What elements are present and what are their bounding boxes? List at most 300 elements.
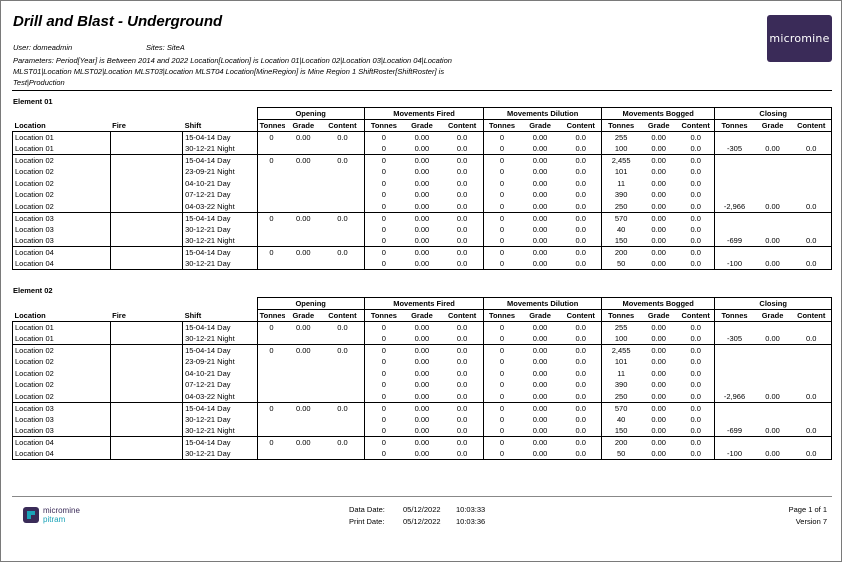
- value-cell: 0: [364, 235, 403, 247]
- value-cell: 0.0: [575, 133, 586, 142]
- shift-cell: 15-04-14 Day: [183, 155, 258, 167]
- value-cell: 0.00: [403, 258, 441, 270]
- value-cell: [791, 379, 831, 391]
- value-cell: [715, 189, 754, 201]
- print-date-value: 05/12/2022: [403, 517, 441, 526]
- value-cell: 0: [364, 155, 403, 167]
- value-cell: 0.00: [295, 213, 311, 223]
- value-cell: [285, 425, 321, 437]
- location-cell: Location 03: [13, 414, 111, 426]
- value-cell: 0.0: [690, 357, 701, 367]
- fire-cell: [110, 155, 182, 167]
- value-cell: 0.00: [532, 323, 548, 332]
- location-cell: Location 04: [13, 437, 111, 449]
- value-cell: 0.0: [561, 201, 602, 213]
- value-cell: [321, 333, 364, 345]
- table-row: [13, 155, 832, 167]
- value-cell: [791, 368, 831, 380]
- value-cell: 0.00: [414, 368, 430, 378]
- sub-header: Tonnes: [484, 120, 520, 132]
- value-cell: 0.00: [651, 213, 666, 223]
- value-cell: 0: [484, 166, 520, 178]
- column-header-row: [13, 120, 832, 132]
- shift-cell: 07-12-21 Day: [183, 189, 258, 201]
- value-cell: [321, 425, 364, 437]
- value-cell: [257, 189, 285, 201]
- value-cell: [715, 345, 754, 357]
- group-header: Closing: [715, 298, 832, 310]
- location-cell: Location 01: [13, 333, 111, 345]
- location-cell: Location 02: [13, 166, 111, 178]
- location-cell: Location 02: [13, 391, 111, 403]
- fire-header: Fire: [110, 310, 182, 322]
- value-cell: [715, 437, 754, 449]
- value-cell: 0.0: [690, 133, 701, 142]
- value-cell: 0: [364, 224, 403, 236]
- value-cell: [754, 132, 792, 144]
- location-cell: Location 04: [13, 448, 111, 460]
- sub-header: Tonnes: [601, 120, 640, 132]
- value-cell: 0.0: [456, 178, 468, 188]
- value-cell: 0.00: [532, 224, 548, 234]
- value-cell: 0: [364, 166, 403, 178]
- value-cell: [321, 224, 364, 236]
- value-cell: 0.00: [651, 380, 666, 390]
- value-cell: 150: [601, 235, 640, 247]
- sub-header: Grade: [754, 310, 792, 322]
- value-cell: 0.00: [295, 156, 311, 165]
- fire-cell: [110, 166, 182, 178]
- value-cell: 0.00: [640, 201, 677, 213]
- value-cell: 0.0: [677, 448, 715, 460]
- value-cell: -305: [715, 143, 754, 155]
- value-cell: 0.00: [403, 448, 441, 460]
- value-cell: 0: [484, 322, 520, 334]
- value-cell: 101: [601, 356, 640, 368]
- location-cell: Location 02: [13, 155, 111, 167]
- header-divider: [12, 90, 832, 91]
- value-cell: 0: [484, 258, 520, 270]
- table-row: [13, 425, 832, 437]
- value-cell: 0.0: [575, 323, 586, 332]
- value-cell: 0.0: [456, 224, 468, 234]
- value-cell: [257, 201, 285, 213]
- value-cell: 0.0: [441, 333, 484, 345]
- value-cell: 570: [601, 402, 640, 414]
- value-cell: 0: [484, 437, 520, 449]
- value-cell: 0.0: [791, 448, 831, 460]
- value-cell: 0.0: [456, 190, 468, 200]
- value-cell: 0.0: [677, 391, 715, 403]
- value-cell: [754, 178, 792, 190]
- value-cell: [321, 201, 364, 213]
- value-cell: 0.0: [575, 178, 586, 188]
- value-cell: [257, 166, 285, 178]
- value-cell: 0.0: [456, 380, 468, 390]
- value-cell: 0: [364, 212, 403, 224]
- value-cell: 0.00: [532, 190, 548, 200]
- value-cell: [285, 391, 321, 403]
- value-cell: 390: [601, 189, 640, 201]
- column-header-row: [13, 310, 832, 322]
- value-cell: [791, 155, 831, 167]
- shift-cell: 30-12-21 Day: [183, 414, 258, 426]
- report-title: Drill and Blast - Underground: [13, 13, 223, 30]
- value-cell: 0.00: [414, 213, 430, 223]
- location-cell: Location 02: [13, 189, 111, 201]
- table-row: [13, 414, 832, 426]
- value-cell: 0.00: [295, 403, 311, 413]
- value-cell: 0: [484, 425, 520, 437]
- value-cell: 0.00: [532, 156, 548, 165]
- value-cell: 570: [601, 212, 640, 224]
- value-cell: 0.00: [532, 248, 548, 257]
- value-cell: 0.0: [690, 190, 701, 200]
- value-cell: [285, 368, 321, 380]
- value-cell: 0.00: [414, 380, 430, 390]
- value-cell: 0.00: [414, 323, 430, 332]
- parameters-line-1: Parameters: Period[Year] is Between 2014 and 2022 Location[Location] is Location 01|Location 02|Location 03|Location 04|Location: [13, 56, 452, 65]
- sub-header: Content: [321, 310, 364, 322]
- value-cell: 0.00: [754, 448, 792, 460]
- shift-cell: 30-12-21 Day: [183, 224, 258, 236]
- value-cell: 0: [364, 356, 403, 368]
- sub-header: Tonnes: [715, 120, 754, 132]
- table-row: [13, 402, 832, 414]
- value-cell: 0: [484, 448, 520, 460]
- value-cell: 0.00: [651, 346, 666, 355]
- value-cell: 250: [601, 391, 640, 403]
- value-cell: 0.0: [677, 425, 715, 437]
- value-cell: 150: [601, 425, 640, 437]
- value-cell: 0.00: [754, 425, 792, 437]
- value-cell: 0.00: [403, 333, 441, 345]
- group-header: Movements Bogged: [601, 298, 714, 310]
- value-cell: 0.00: [651, 224, 666, 234]
- fire-cell: [110, 201, 182, 213]
- value-cell: 2,455: [601, 155, 640, 167]
- value-cell: 0.0: [791, 333, 831, 345]
- sub-header: Grade: [520, 310, 561, 322]
- table-row: [13, 143, 832, 155]
- value-cell: 0.0: [561, 333, 602, 345]
- value-cell: [754, 247, 792, 259]
- value-cell: 0: [364, 178, 403, 190]
- fire-cell: [110, 368, 182, 380]
- value-cell: [321, 448, 364, 460]
- value-cell: 101: [601, 166, 640, 178]
- table-row: [13, 166, 832, 178]
- value-cell: 0.00: [532, 438, 548, 447]
- value-cell: 0: [484, 356, 520, 368]
- header-spacer: [13, 298, 258, 310]
- value-cell: 0.00: [520, 448, 561, 460]
- value-cell: 100: [601, 143, 640, 155]
- value-cell: 0.00: [414, 224, 430, 234]
- shift-cell: 15-04-14 Day: [183, 402, 258, 414]
- value-cell: -100: [715, 258, 754, 270]
- sub-header: Content: [677, 310, 715, 322]
- value-cell: [321, 166, 364, 178]
- value-cell: 0: [484, 345, 520, 357]
- value-cell: [791, 166, 831, 178]
- value-cell: 0.00: [754, 391, 792, 403]
- value-cell: 0.0: [456, 323, 468, 332]
- value-cell: 0.0: [690, 414, 701, 424]
- value-cell: 0.0: [456, 156, 468, 165]
- value-cell: 0.00: [532, 178, 548, 188]
- value-cell: 250: [601, 201, 640, 213]
- value-cell: 0.0: [561, 235, 602, 247]
- value-cell: [715, 155, 754, 167]
- fire-cell: [110, 212, 182, 224]
- value-cell: 0.0: [690, 178, 701, 188]
- value-cell: 100: [601, 333, 640, 345]
- value-cell: 0.0: [575, 403, 586, 413]
- value-cell: 0: [484, 178, 520, 190]
- value-cell: 0: [484, 235, 520, 247]
- value-cell: 0: [257, 155, 285, 167]
- value-cell: 0: [484, 391, 520, 403]
- version-label: Version 7: [795, 517, 827, 526]
- value-cell: 0.0: [791, 235, 831, 247]
- value-cell: 0: [257, 322, 285, 334]
- value-cell: 0: [364, 402, 403, 414]
- shift-cell: 30-12-21 Night: [183, 235, 258, 247]
- value-cell: 0.00: [414, 403, 430, 413]
- group-header: Movements Fired: [364, 108, 484, 120]
- value-cell: 0.0: [575, 167, 586, 177]
- value-cell: [715, 224, 754, 236]
- table-row: [13, 379, 832, 391]
- value-cell: [321, 391, 364, 403]
- value-cell: 0.0: [561, 143, 602, 155]
- value-cell: 0.0: [441, 258, 484, 270]
- sub-header: Tonnes: [715, 310, 754, 322]
- value-cell: 0.00: [414, 167, 430, 177]
- group-header: Movements Fired: [364, 298, 484, 310]
- value-cell: [321, 189, 364, 201]
- group-header: Movements Dilution: [484, 108, 602, 120]
- value-cell: 0: [257, 212, 285, 224]
- value-cell: 0.0: [575, 414, 586, 424]
- value-cell: 0: [364, 391, 403, 403]
- value-cell: 0: [257, 132, 285, 144]
- table-row: [13, 235, 832, 247]
- sub-header: Content: [441, 120, 484, 132]
- sub-header: Tonnes: [257, 310, 285, 322]
- value-cell: [791, 189, 831, 201]
- value-cell: [715, 212, 754, 224]
- value-cell: 0: [484, 224, 520, 236]
- fire-cell: [110, 356, 182, 368]
- value-cell: [285, 356, 321, 368]
- value-cell: [321, 414, 364, 426]
- value-cell: [715, 166, 754, 178]
- fire-cell: [110, 425, 182, 437]
- location-cell: Location 03: [13, 235, 111, 247]
- sub-header: Grade: [403, 120, 441, 132]
- data-date-value: 05/12/2022: [403, 505, 441, 514]
- value-cell: 0.0: [337, 133, 348, 142]
- table-row: [13, 258, 832, 270]
- table-row: [13, 345, 832, 357]
- fire-cell: [110, 402, 182, 414]
- value-cell: 0.0: [575, 357, 586, 367]
- table-row: [13, 212, 832, 224]
- value-cell: 0: [484, 368, 520, 380]
- shift-cell: 04-03-22 Night: [183, 391, 258, 403]
- value-cell: [754, 189, 792, 201]
- value-cell: 0.00: [754, 258, 792, 270]
- value-cell: 0.00: [651, 438, 666, 447]
- location-cell: Location 02: [13, 201, 111, 213]
- value-cell: [754, 212, 792, 224]
- value-cell: 0.00: [651, 133, 666, 142]
- fire-cell: [110, 224, 182, 236]
- location-cell: Location 04: [13, 258, 111, 270]
- value-cell: [791, 402, 831, 414]
- value-cell: 0.00: [640, 425, 677, 437]
- element-01-table: [12, 107, 832, 270]
- value-cell: -100: [715, 448, 754, 460]
- value-cell: 0.00: [295, 323, 311, 332]
- table-row: [13, 224, 832, 236]
- shift-cell: 23-09-21 Night: [183, 356, 258, 368]
- value-cell: 0.0: [690, 403, 701, 413]
- value-cell: 0.0: [791, 258, 831, 270]
- value-cell: 0.0: [791, 143, 831, 155]
- logo-text: micromine: [769, 32, 830, 45]
- value-cell: 0.00: [651, 248, 666, 257]
- value-cell: 0.00: [414, 357, 430, 367]
- sub-header: Tonnes: [364, 310, 403, 322]
- value-cell: [257, 356, 285, 368]
- value-cell: 0.00: [414, 133, 430, 142]
- value-cell: 0.00: [414, 190, 430, 200]
- value-cell: [285, 235, 321, 247]
- value-cell: 0.0: [337, 156, 348, 165]
- value-cell: 0: [364, 437, 403, 449]
- print-time-value: 10:03:36: [456, 517, 486, 526]
- value-cell: 0.00: [414, 414, 430, 424]
- value-cell: 0.00: [651, 368, 666, 378]
- value-cell: 0.0: [791, 425, 831, 437]
- value-cell: [715, 247, 754, 259]
- sub-header: Grade: [285, 310, 321, 322]
- value-cell: [715, 402, 754, 414]
- table-row: [13, 368, 832, 380]
- value-cell: 0.0: [575, 368, 586, 378]
- value-cell: -305: [715, 333, 754, 345]
- value-cell: 0.0: [456, 403, 468, 413]
- value-cell: [257, 425, 285, 437]
- value-cell: 0.0: [561, 258, 602, 270]
- value-cell: 0.0: [690, 438, 701, 447]
- value-cell: [754, 166, 792, 178]
- value-cell: 0.00: [520, 235, 561, 247]
- shift-cell: 04-03-22 Night: [183, 201, 258, 213]
- element-title: Element 01: [13, 97, 53, 106]
- value-cell: 0.00: [403, 425, 441, 437]
- value-cell: 0: [364, 333, 403, 345]
- value-cell: 0.0: [441, 201, 484, 213]
- value-cell: 0.0: [337, 248, 348, 257]
- value-cell: 50: [601, 448, 640, 460]
- value-cell: 11: [601, 178, 640, 190]
- value-cell: 0.0: [456, 167, 468, 177]
- value-cell: [715, 356, 754, 368]
- value-cell: 0.0: [456, 213, 468, 223]
- fire-cell: [110, 258, 182, 270]
- value-cell: [285, 201, 321, 213]
- value-cell: [257, 258, 285, 270]
- value-cell: [791, 212, 831, 224]
- value-cell: [285, 224, 321, 236]
- value-cell: 255: [601, 322, 640, 334]
- value-cell: 0.00: [414, 438, 430, 447]
- value-cell: 0: [484, 212, 520, 224]
- value-cell: 0.0: [791, 201, 831, 213]
- value-cell: 0.00: [532, 346, 548, 355]
- value-cell: 200: [601, 247, 640, 259]
- value-cell: 0.00: [640, 391, 677, 403]
- value-cell: 0.0: [561, 448, 602, 460]
- group-header-row: [13, 298, 832, 310]
- value-cell: [321, 379, 364, 391]
- value-cell: 0.00: [414, 346, 430, 355]
- value-cell: 0.0: [337, 438, 348, 447]
- sub-header: Content: [791, 310, 831, 322]
- value-cell: [257, 224, 285, 236]
- location-cell: Location 04: [13, 247, 111, 259]
- value-cell: 0.0: [337, 346, 348, 355]
- pitram-logo: [23, 506, 80, 524]
- shift-cell: 15-04-14 Day: [183, 345, 258, 357]
- value-cell: 0.00: [532, 357, 548, 367]
- shift-header: Shift: [183, 120, 258, 132]
- parameters-line-3: Test|Production: [13, 78, 65, 87]
- table-row: [13, 437, 832, 449]
- sub-header: Grade: [640, 310, 677, 322]
- value-cell: 0.00: [651, 156, 666, 165]
- fire-cell: [110, 333, 182, 345]
- value-cell: 0.00: [520, 333, 561, 345]
- header-spacer: [13, 108, 258, 120]
- value-cell: 0: [364, 414, 403, 426]
- value-cell: 0.0: [690, 368, 701, 378]
- value-cell: [791, 356, 831, 368]
- value-cell: [285, 189, 321, 201]
- value-cell: 0: [364, 345, 403, 357]
- value-cell: 0.00: [295, 438, 311, 447]
- value-cell: [257, 178, 285, 190]
- value-cell: [754, 437, 792, 449]
- group-header: Closing: [715, 108, 832, 120]
- value-cell: 0.0: [677, 235, 715, 247]
- shift-cell: 07-12-21 Day: [183, 379, 258, 391]
- value-cell: 40: [601, 414, 640, 426]
- data-date-label: Data Date:: [349, 505, 385, 514]
- shift-cell: 15-04-14 Day: [183, 437, 258, 449]
- value-cell: [285, 414, 321, 426]
- sub-header: Content: [791, 120, 831, 132]
- sub-header: Content: [441, 310, 484, 322]
- value-cell: 0: [364, 189, 403, 201]
- fire-header: Fire: [110, 120, 182, 132]
- value-cell: 200: [601, 437, 640, 449]
- fire-cell: [110, 345, 182, 357]
